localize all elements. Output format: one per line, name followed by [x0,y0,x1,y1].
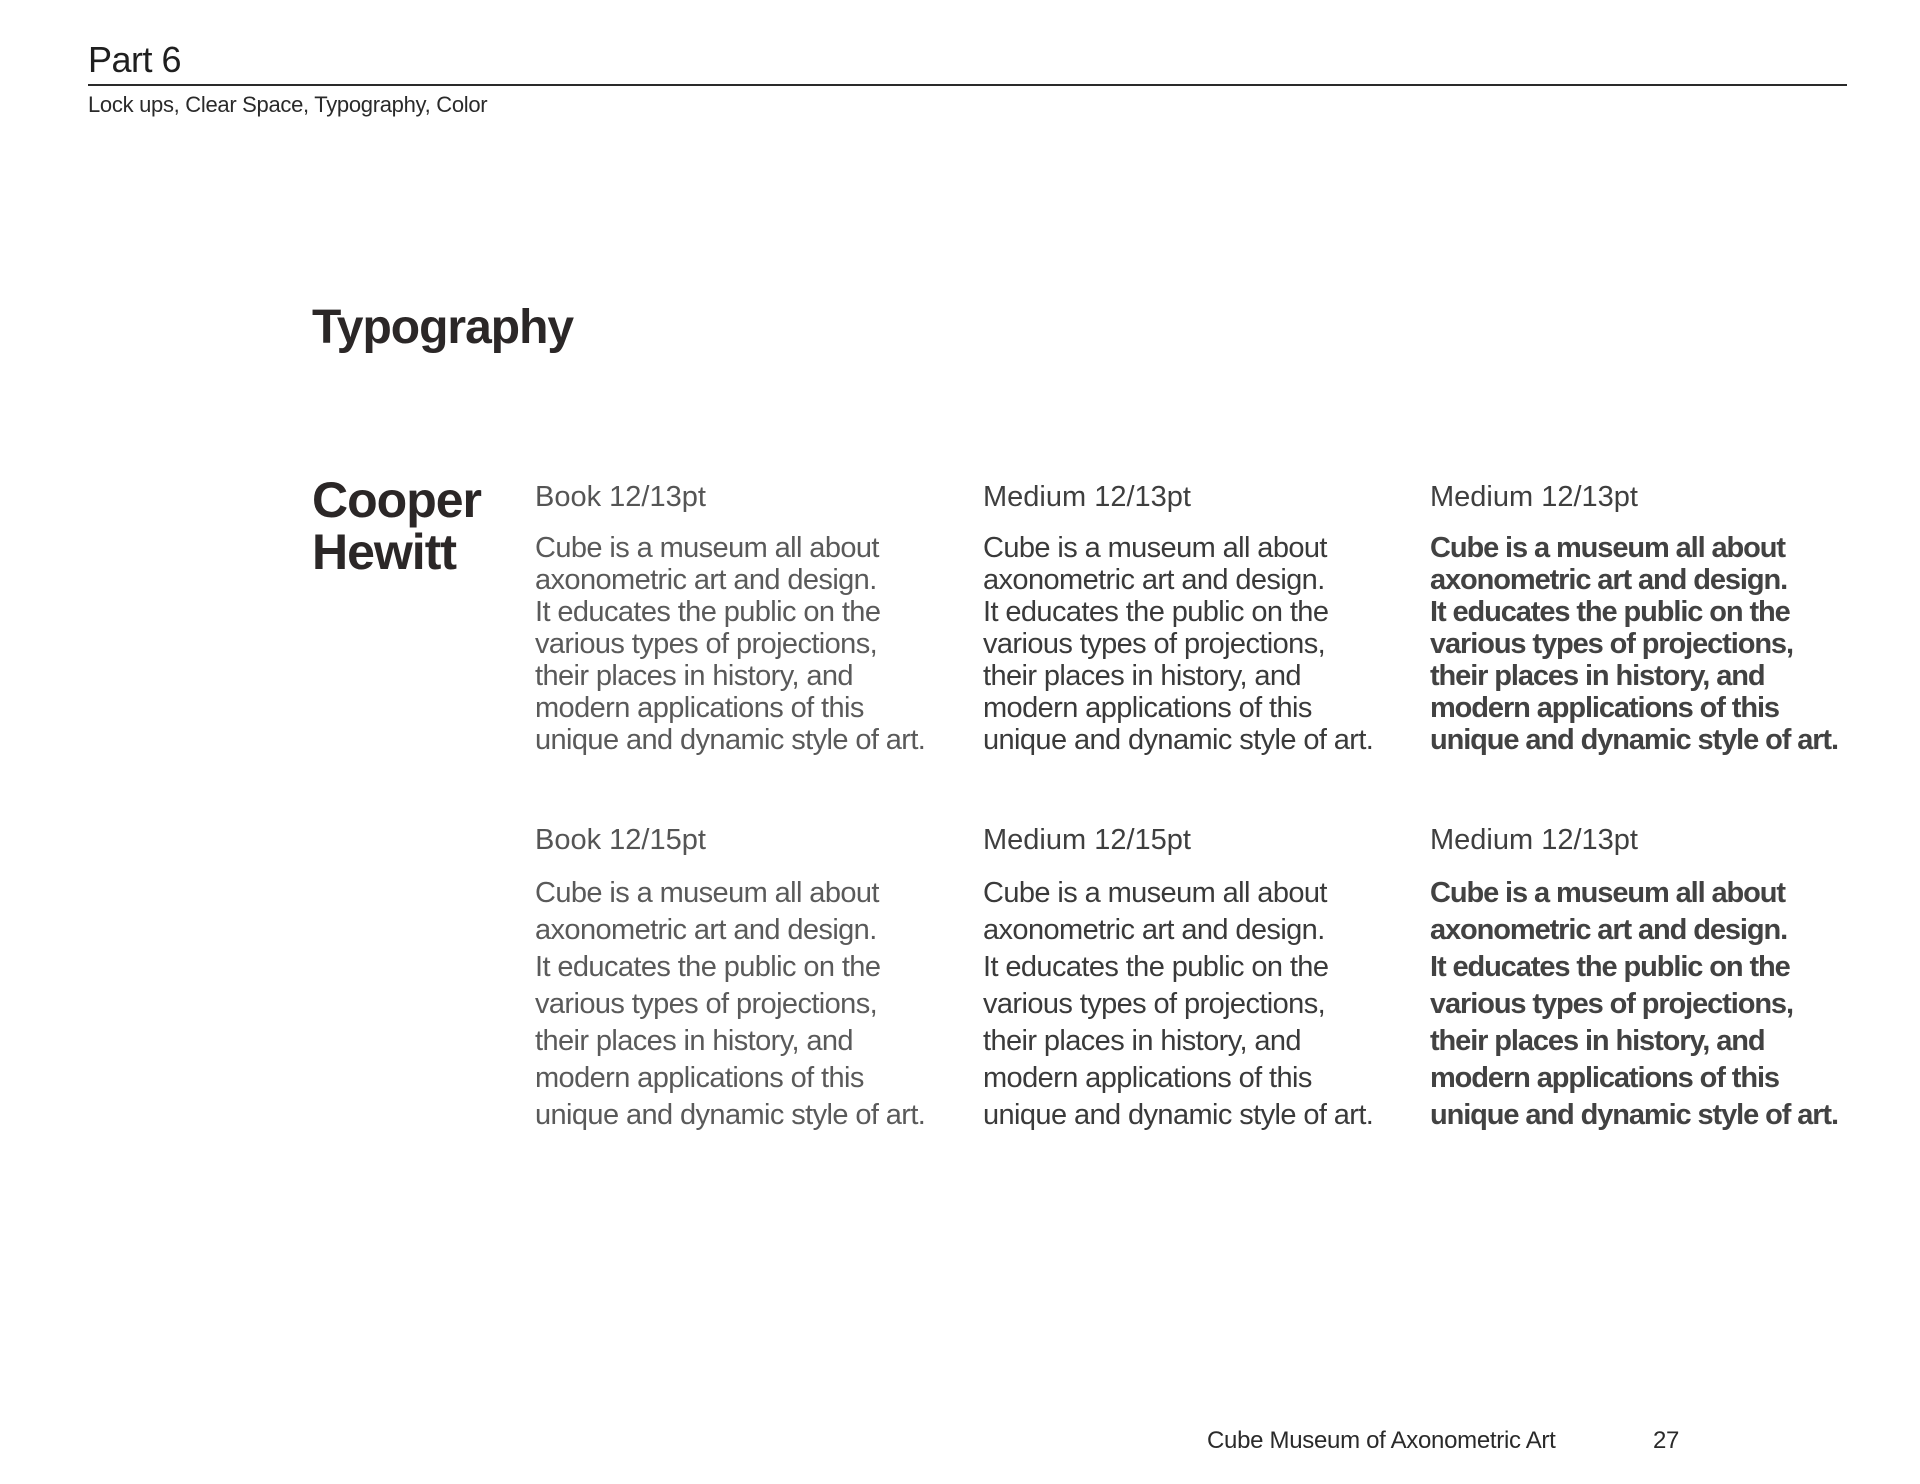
sample-bold-12-13 [1430,480,1870,756]
font-name: Cooper Hewitt [312,472,481,580]
sample-label: Book 12/15pt [535,824,706,856]
sample-body: Cube is a museum all about axonometric art and design. It educates the public on the various types of projections, their places in history, and modern applications of this unique and dynamic style of art. [535,877,926,1131]
sample-medium-12-15 [983,823,1423,1134]
sample-label: Book 12/13pt [535,481,706,513]
sample-book-12-15 [535,823,975,1134]
sample-label: Medium 12/15pt [983,824,1191,856]
sample-bold-12-13-loose [1430,823,1870,1134]
page-number: 27 [1653,1427,1680,1454]
part-subtitle: Lock ups, Clear Space, Typography, Color [88,92,488,117]
section-title: Typography [312,301,574,354]
sample-body: Cube is a museum all about axonometric art and design. It educates the public on the various types of projections, their places in history, and modern applications of this unique and dynamic style of art. [983,532,1374,756]
page-header [88,38,1847,118]
sample-medium-12-13 [983,480,1423,756]
footer-title: Cube Museum of Axonometric Art [1207,1427,1556,1454]
sample-label: Medium 12/13pt [1430,824,1638,856]
sample-label: Medium 12/13pt [983,481,1191,513]
sample-body: Cube is a museum all about axonometric art and design. It educates the public on the various types of projections, their places in history, and modern applications of this unique and dynamic style of art. [1430,877,1838,1131]
part-title: Part 6 [88,38,1847,86]
sample-label: Medium 12/13pt [1430,481,1638,513]
sample-body: Cube is a museum all about axonometric art and design. It educates the public on the various types of projections, their places in history, and modern applications of this unique and dynamic style of art. [535,532,926,756]
sample-body: Cube is a museum all about axonometric art and design. It educates the public on the various types of projections, their places in history, and modern applications of this unique and dynamic style of art. [983,877,1374,1131]
sample-book-12-13 [535,480,975,756]
sample-body: Cube is a museum all about axonometric art and design. It educates the public on the various types of projections, their places in history, and modern applications of this unique and dynamic style of art. [1430,532,1838,756]
